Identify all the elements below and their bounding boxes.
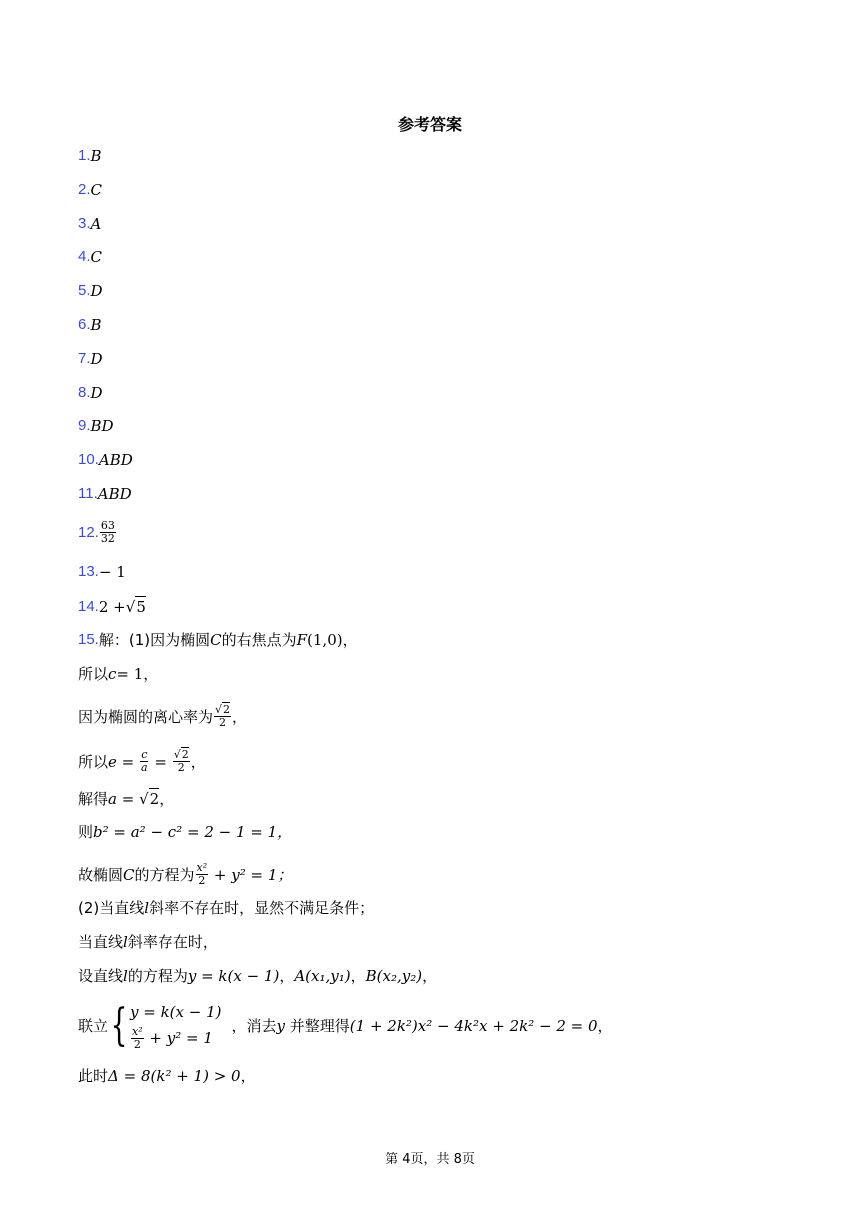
answer-number: 2. [78,180,91,198]
answer-item [78,247,102,267]
answer-number: 10. [78,451,99,469]
answer-number: 7. [78,349,91,367]
radicand: 5 [136,598,146,616]
answer-value: B [90,147,102,165]
answer-value: A [90,214,102,233]
answer-number: 11. [78,485,98,502]
answer-12 [78,520,117,545]
solution-line-7: 故椭圆 C 的方程为 $\frac{\text{x²}}{2}$ + y² = 1； [78,861,293,887]
answer-number: 1. [78,147,91,164]
answer-value: B [90,316,102,334]
sqrt-sign: √ [125,597,136,616]
answer-value: − 1 [98,563,126,581]
fraction: $\frac{\text{x²}}{2}$ [132,1024,143,1051]
solution-line-2: 所以 c = 1， [78,665,159,683]
fraction: $\frac{√2}{2}$ [215,703,231,729]
answer-number: 9. [78,417,91,435]
solution-line-11: 联立 { y = k(x − 1) $\frac{\text{x²}}{2}$ + y² = 1 ，消去 y 并整理得 (1 + 2k²)x² − 4k²x + 2k² − 2 = 0 ， [78,1000,613,1051]
answer-item [78,450,133,470]
answer-value: 2 + [98,597,126,616]
solution-line-3: 因为椭圆的离心率为 $\frac{√2}{2}$ ， [78,703,248,729]
solution-line-5: 解得 a = √ 2 ， [78,789,175,808]
solution-line-6: 则 b² = a² − c² = 2 − 1 = 1， [78,823,293,841]
fraction: $\frac{√2}{2}$ [173,748,189,774]
answer-item [78,281,103,301]
answer-value: BD [90,417,114,436]
fraction: $\frac{c}{a}$ [141,748,148,774]
answer-number: 4. [78,248,91,266]
fraction: $\frac{\text{x²}}{2}$ [196,861,208,887]
page-footer: 第 4页，共 8页 [385,1152,475,1167]
answer-value: C [90,180,102,199]
answer-number: 12. [78,523,99,541]
answer-value: D [90,282,103,301]
answer-number: 15. [78,631,99,648]
equation-system: { y = k(x − 1) $\frac{\text{x²}}{2}$ + y² = 1 [110,1000,222,1051]
answer-value: C [90,248,102,267]
answer-item [78,383,103,403]
answer-number: 13. [78,563,99,580]
answer-item [78,349,103,369]
page-title: 参考答案 [397,115,462,134]
answer-number: 8. [78,383,91,401]
answer-value: ABD [97,485,132,503]
answer-number: 5. [78,282,91,300]
answer-13 [78,562,126,582]
answer-item [78,484,132,504]
answer-item [78,214,101,234]
solution-line-8: (2)当直线 l 斜率不存在时，显然不满足条件； [78,899,375,917]
answer-number: 3. [78,214,91,232]
answer-number: 14. [78,597,99,615]
answer-value: D [90,383,103,402]
answer-item [78,416,114,436]
fraction: $\frac{63}{32}$ [100,519,115,545]
answer-14 [78,596,146,617]
answer-value: ABD [98,451,133,470]
solution-line-10: 设直线 l 的方程为 y = k(x − 1) ， A(x₁,y₁) ， B(x₂,y₂) ， [78,967,438,985]
solution-line-4: 所以 e = $\frac{c}{a}$ = $\frac{√2}{2}$ ， [78,748,206,774]
answer-item [78,315,102,335]
solution-line-12: 此时 Δ = 8(k² + 1) > 0 ， [78,1067,256,1085]
answer-number: 6. [78,316,91,333]
solution-line-9: 当直线 l 斜率存在时， [78,933,218,951]
brace: { [110,1000,128,1051]
answer-item [78,180,102,200]
solution-line-1: 15. 解：(1)因为椭圆 C 的右焦点为 F (1,0)， [78,631,358,649]
answer-value: D [90,349,103,368]
answer-item [78,146,102,166]
